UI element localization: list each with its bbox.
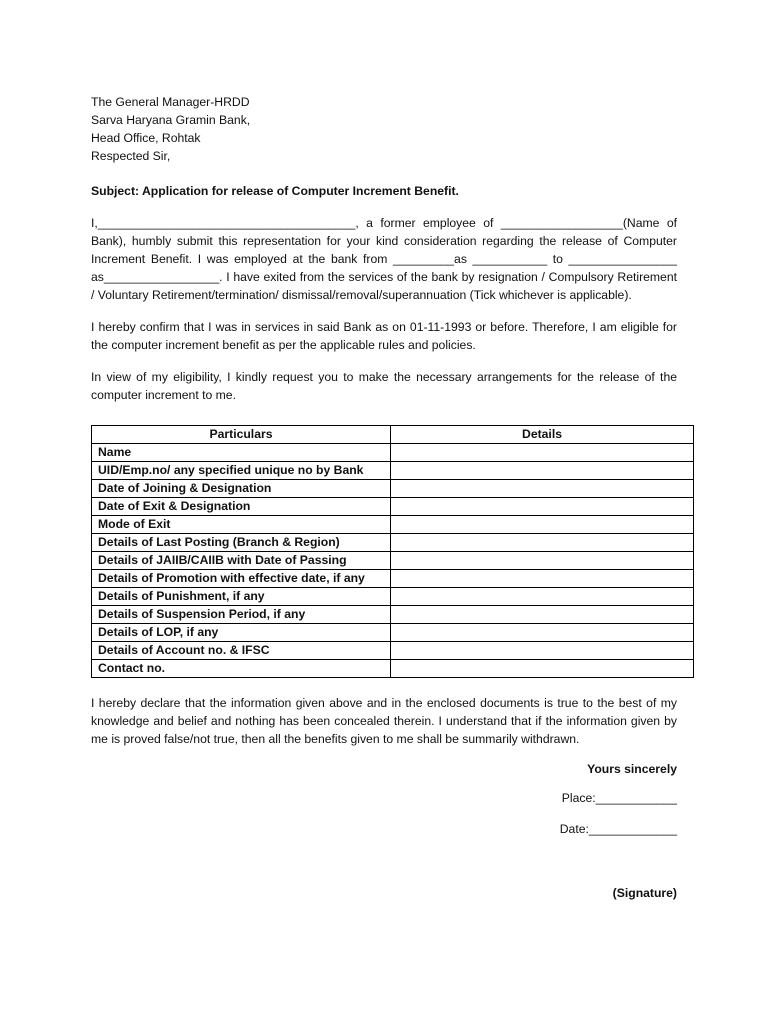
table-row <box>92 570 694 588</box>
subject-line: Subject: Application for release of Computer Increment Benefit. <box>91 184 459 198</box>
detail-cell <box>391 552 694 570</box>
particular-label: Date of Exit & Designation <box>92 498 391 516</box>
detail-cell <box>391 570 694 588</box>
paragraph-confirmation: I hereby confirm that I was in services in said Bank as on 01-11-1993 or before. Therefore, I am eligible for the computer increment benefit as per the applicable rules and policies. <box>91 320 677 352</box>
particular-label: Details of Account no. & IFSC <box>92 642 391 660</box>
particular-label: Mode of Exit <box>92 516 391 534</box>
column-header-particulars: Particulars <box>92 426 391 444</box>
detail-cell <box>391 534 694 552</box>
particular-label: Details of Suspension Period, if any <box>92 606 391 624</box>
table-row <box>92 588 694 606</box>
detail-cell <box>391 660 694 678</box>
place-field: Place:____________ <box>561 791 677 805</box>
paragraph-introduction: I,______________________________________, a former employee of __________________(Name of Bank), humbly submit this representation for your kind consideration regarding the release of Computer Increment Benefit. I was employed at the bank from _________as ___________ to ________________ as_________________. I have exited from the services of the bank by resignation / Compulsory Retirement / Voluntary Retirement/termination/ dismissal/removal/superannuation (Tick whichever is applicable). <box>91 216 677 302</box>
particular-label: Date of Joining & Designation <box>92 480 391 498</box>
letter-body <box>91 93 677 404</box>
particular-label: UID/Emp.no/ any specified unique no by Bank <box>92 462 391 480</box>
table-row <box>92 480 694 498</box>
address-block <box>91 93 677 165</box>
particular-label: Details of JAIIB/CAIIB with Date of Passing <box>92 552 391 570</box>
date-field: Date:_____________ <box>559 822 677 836</box>
table-row <box>92 498 694 516</box>
table-row <box>92 534 694 552</box>
table-row <box>92 462 694 480</box>
table-row <box>92 660 694 678</box>
table-row <box>92 642 694 660</box>
particular-label: Details of LOP, if any <box>92 624 391 642</box>
recipient-title: The General Manager-HRDD <box>91 95 250 109</box>
detail-cell <box>391 642 694 660</box>
bank-name: Sarva Haryana Gramin Bank, <box>91 113 251 127</box>
detail-cell <box>391 606 694 624</box>
detail-cell <box>391 480 694 498</box>
table-row <box>92 444 694 462</box>
declaration-paragraph: I hereby declare that the information given above and in the enclosed documents is true to the best of my knowledge and belief and nothing has been concealed therein. I understand that if the information given by me is proved false/not true, then all the benefits given to me shall be summarily withdrawn. <box>91 696 677 746</box>
detail-cell <box>391 588 694 606</box>
paragraph-request: In view of my eligibility, I kindly request you to make the necessary arrangements for the release of the computer increment to me. <box>91 370 677 402</box>
table-header-row <box>92 426 694 444</box>
particular-label: Contact no. <box>92 660 391 678</box>
detail-cell <box>391 624 694 642</box>
salutation: Respected Sir, <box>91 149 171 163</box>
column-header-details: Details <box>391 426 694 444</box>
table-row <box>92 552 694 570</box>
table-row <box>92 516 694 534</box>
office-location: Head Office, Rohtak <box>91 131 201 145</box>
detail-cell <box>391 498 694 516</box>
particulars-table <box>91 425 694 678</box>
particular-label: Name <box>92 444 391 462</box>
closing-salutation: Yours sincerely <box>587 762 677 776</box>
particular-label: Details of Last Posting (Branch & Region) <box>92 534 391 552</box>
detail-cell <box>391 444 694 462</box>
table-row <box>92 624 694 642</box>
detail-cell <box>391 462 694 480</box>
table-row <box>92 606 694 624</box>
signature-label: (Signature) <box>612 886 677 900</box>
detail-cell <box>391 516 694 534</box>
particular-label: Details of Promotion with effective date, if any <box>92 570 391 588</box>
particular-label: Details of Punishment, if any <box>92 588 391 606</box>
